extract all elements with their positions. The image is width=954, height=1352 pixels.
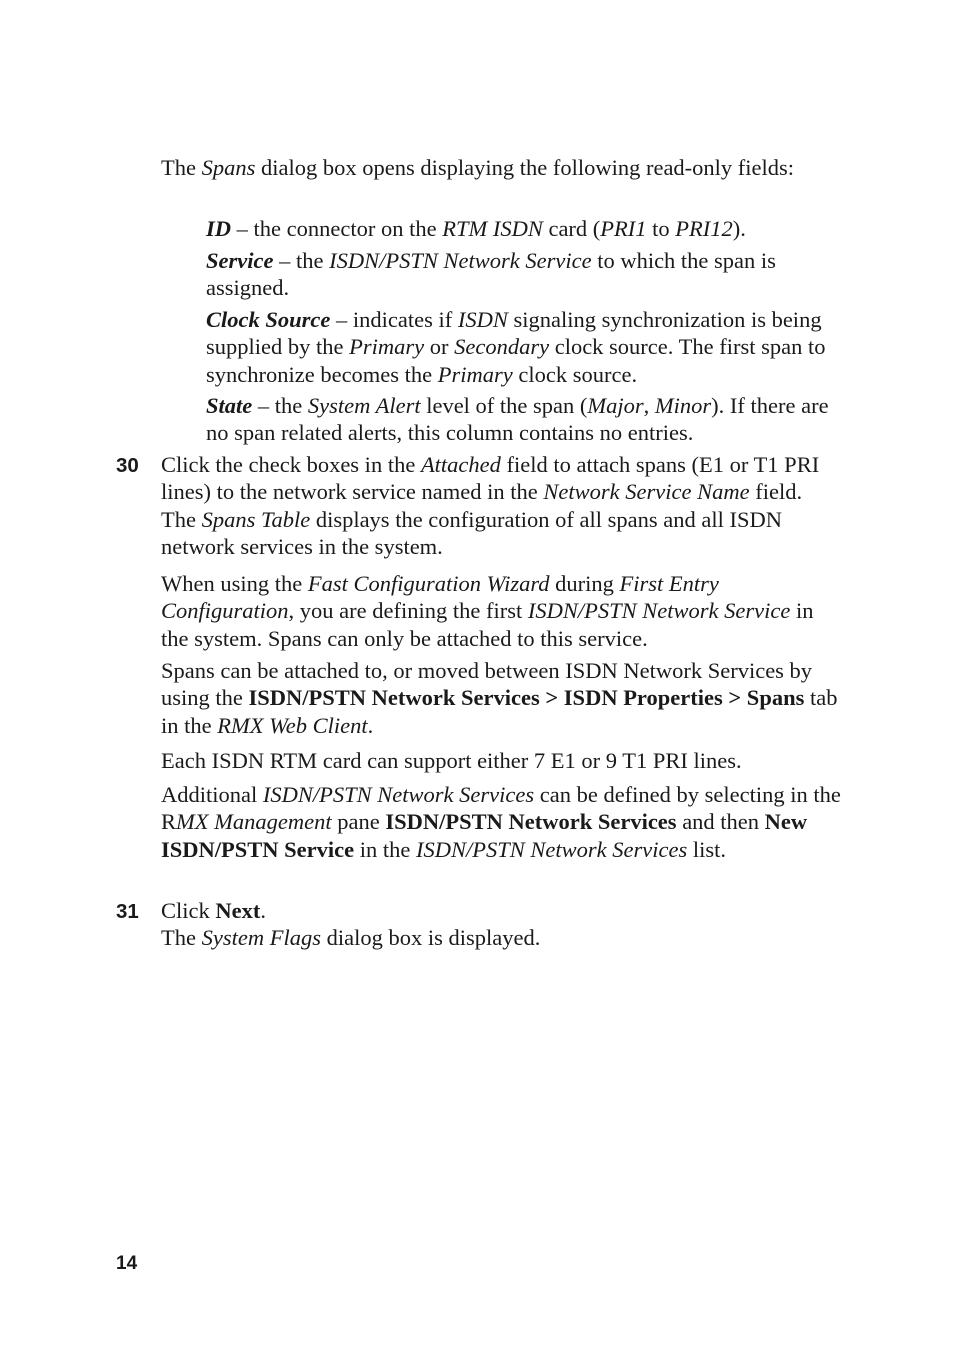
service-name: ISDN/PSTN Network Services [262,782,535,807]
text: to [646,216,676,241]
text: – the [252,393,308,418]
field-term: Clock Source [206,307,331,332]
text: signaling synchronization is being supplied by the [206,307,822,360]
term-primary: Primary [349,334,425,360]
field-term: ID [206,216,232,241]
text: dialog box is displayed. [320,925,541,951]
field-name-network-service: Network Service Name [543,479,750,505]
text: level of the span ( [420,393,588,418]
text: The [161,155,202,180]
term-system-alert: System Alert [307,393,421,418]
menu-item: ISDN/PSTN Network Services [385,809,677,835]
step-30-paragraph-3 [161,657,841,739]
text: or [424,334,455,360]
text: The [161,925,202,951]
text: R [161,809,177,835]
text: , [643,393,655,418]
text: field. The [161,479,803,532]
text: When using the [161,571,308,596]
text: Spans can be attached to, or moved between ISDN Network Services by using the [161,658,813,711]
text: clock source. The first span to synchronize becomes the [206,334,826,387]
button-name-next: Next [215,898,261,923]
text: in the [354,836,416,862]
field-name-attached: Attached [420,452,501,477]
text: displays the configuration of all spans and all ISDN network services in the system. [161,506,782,560]
step-30-paragraph-1 [161,451,841,561]
pane-name: MX Management [176,809,332,835]
term-isdn: ISDN [457,307,508,332]
term-major: Major [587,393,644,418]
step-31-paragraph [161,897,841,952]
spans-table-name: Spans Table [201,506,311,532]
text: during [549,571,620,596]
text: Click [161,898,216,923]
field-service [206,247,842,302]
field-term: Service [206,248,274,273]
text: and then [676,809,765,835]
text: – indicates if [330,307,458,332]
dialog-name: System Flags [201,925,321,951]
card-name: RTM ISDN [442,216,543,241]
text: ). If there are no span related alerts, this column contains no entries. [206,393,829,446]
text: . [367,712,374,738]
service-name: ISDN/PSTN Network Service [329,248,592,273]
field-state [206,392,842,447]
client-name: RMX Web Client [217,712,368,738]
first-entry-configuration: First Entry Configuration [161,571,719,624]
text: ). [732,216,746,241]
text: – the connector on the [231,216,443,241]
text: field to attach spans (E1 or T1 PRI lines) to the network service named in the [161,452,820,505]
field-id [206,215,842,242]
text: pane [331,809,386,835]
text: Additional [161,782,263,807]
spans-dialog-name: Spans [201,155,256,180]
text: . [260,898,266,923]
text: dialog box opens displaying the following read-only fields: [255,155,795,180]
menu-path: ISDN/PSTN Network Services > ISDN Properties > Spans [248,685,805,711]
intro-paragraph [161,154,841,181]
text: , you are defining the first [288,598,528,624]
text: list. [687,836,726,862]
list-name: ISDN/PSTN Network Services [416,836,688,862]
step-30-paragraph-2 [161,570,841,652]
text: card ( [542,216,601,241]
text: to which the span is assigned. [206,248,776,301]
text: can be defined by selecting in the [534,782,841,807]
text: clock source. [512,361,638,387]
text: in the system. Spans can only be attached to this service. [161,598,814,651]
page-number: 14 [116,1253,138,1274]
step-30-paragraph-5 [161,781,841,863]
menu-item: New ISDN/PSTN Service [161,809,808,862]
term-secondary: Secondary [454,334,550,360]
field-clock-source [206,306,842,388]
service-name: ISDN/PSTN Network Service [527,598,791,624]
connector-first: PRI1 [600,216,647,241]
step-30-paragraph-4: Each ISDN RTM card can support either 7 E1 or 9 T1 PRI lines. [161,748,742,773]
term-primary: Primary [437,361,513,387]
step-number: 30 [116,454,139,477]
text: tab in the [161,685,838,738]
wizard-name: Fast Configuration Wizard [307,571,550,596]
step-number: 31 [116,900,139,923]
field-term: State [206,393,253,418]
term-minor: Minor [654,393,712,418]
text: Click the check boxes in the [161,452,421,477]
text: – the [273,248,330,273]
connector-last: PRI12 [675,216,733,241]
